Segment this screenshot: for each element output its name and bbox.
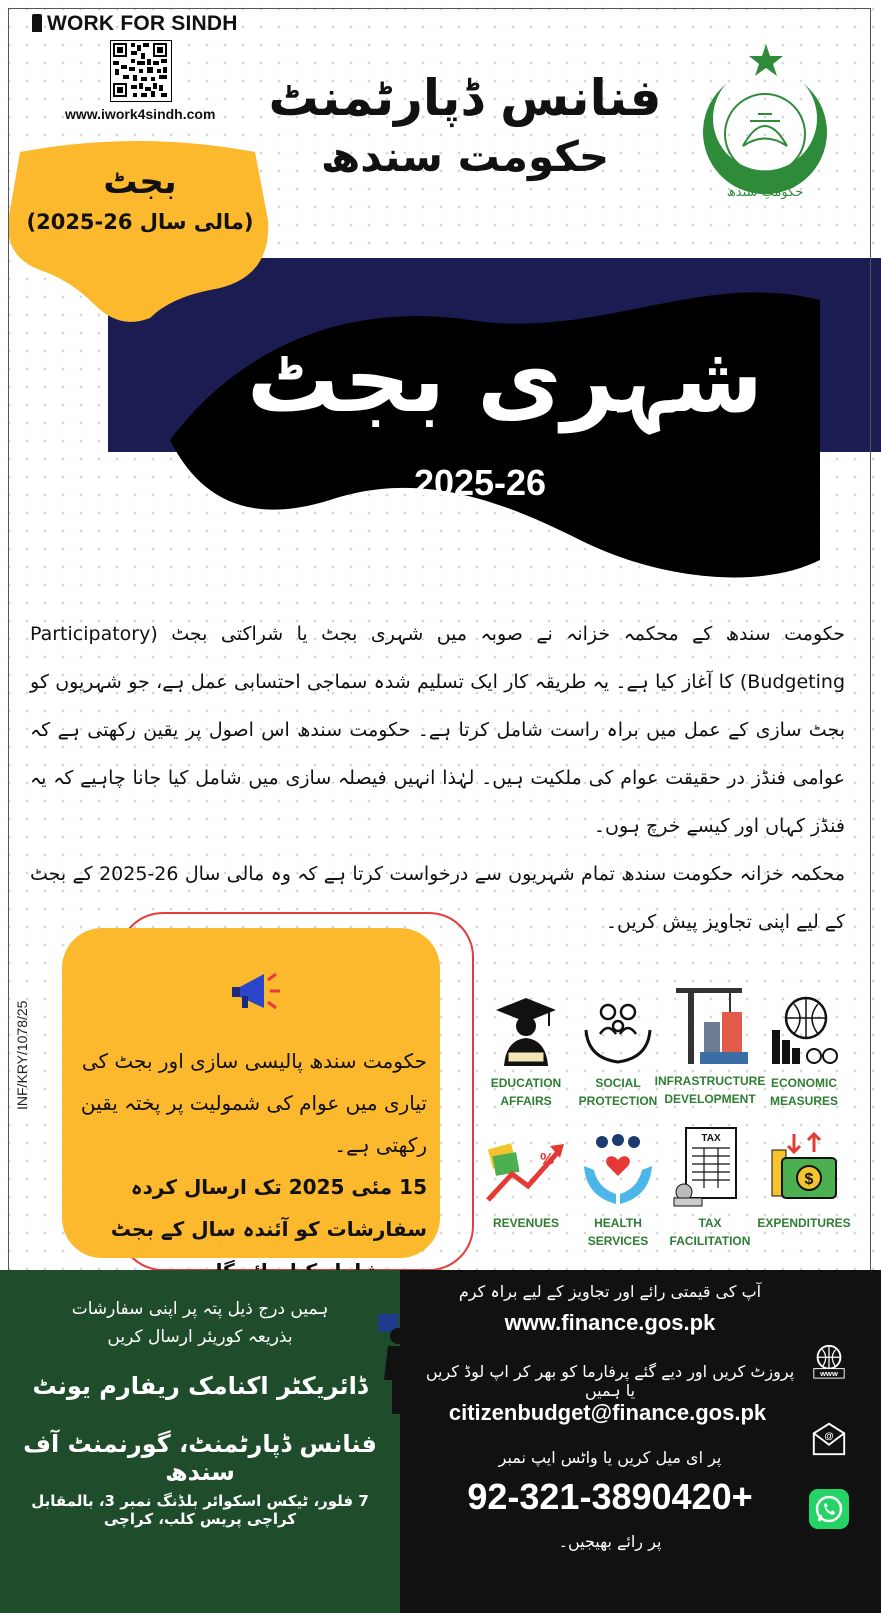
contact-panel	[400, 1270, 881, 1613]
hero-year: 2025-26	[413, 462, 547, 503]
badge-title: بجٹ	[103, 162, 177, 202]
qr-icon	[111, 41, 169, 99]
government-title: حکومت سندھ	[320, 132, 610, 181]
announcement-paragraph-1: حکومت سندھ کے محکمہ خزانہ نے صوبہ میں شہری بجٹ یا شراکتی بجٹ (Participatory Budgeting) کا آغاز کیا ہے۔ یہ طریقہ کار ایک تسلیم شدہ سماجی احتسابی عمل ہے، جو شہریوں کو بجٹ سازی کے عمل میں براہ راست شامل کرتا ہے۔ حکومت سندھ اس اصول پر یقین رکھتی ہے کہ عوامی فنڈز در حقیقت عوام کی ملکیت ہیں۔ لہٰذا انہیں فیصلہ سازی میں شامل کیا جانا چاہیے کہ یہ فنڈز کہاں اور کیسے خرچ ہوں۔	[30, 623, 845, 837]
tax-form-icon	[670, 1124, 750, 1210]
sindh-emblem-icon	[688, 36, 838, 206]
svg-text:www: www	[820, 1369, 838, 1379]
notice-line-2: 15 مئی 2025 تک ارسال کردہ سفارشات کو آئندہ سال کے بجٹ	[110, 1175, 427, 1241]
svg-text:$: $	[804, 1171, 814, 1188]
contact-email[interactable]: citizenbudget@finance.gos.pk	[448, 1400, 767, 1425]
brand-i-icon	[32, 14, 42, 32]
announcement-text	[30, 610, 845, 946]
sector-economic	[744, 990, 864, 1110]
contact-web-note: پروزٹ کریں اور دیے گئے پرفارما کو بھر کر اپ لوڈ کریں یا ہمیں	[425, 1362, 795, 1400]
post-line-5: 7 فلور، ٹیکس اسکوائر بلڈنگ نمبر 3، بالمقابل کراچی پریس کلب، کراچی	[31, 1492, 369, 1528]
sector-expenditures	[744, 1130, 864, 1232]
announcement-paragraph-2: محکمہ خزانہ حکومت سندھ تمام شہریوں سے درخواست کرتا ہے کہ وہ مالی سال 26-2025 کے بجٹ کے لیے اپنی تجاویز پیش کریں۔	[30, 863, 845, 933]
sector-label: INFRASTRUCTURE DEVELOPMENT	[654, 1074, 766, 1106]
svg-text:@: @	[824, 1431, 834, 1442]
sector-label: REVENUES	[492, 1216, 560, 1230]
megaphone-icon	[228, 960, 288, 1020]
contact-email-note: پر ای میل کریں یا واٹس ایپ نمبر	[498, 1448, 722, 1467]
sector-label: ECONOMIC MEASURES	[769, 1076, 838, 1108]
website-url-top[interactable]: www.iwork4sindh.com	[65, 106, 216, 122]
brand-logo	[32, 12, 238, 36]
svg-text:%: %	[540, 1151, 555, 1168]
sector-label: EXPENDITURES	[757, 1216, 851, 1230]
publication-code: INF/KRY/1078/25	[14, 1000, 30, 1110]
globe-chart-icon	[764, 990, 844, 1070]
notice-text	[72, 1040, 427, 1292]
post-line-2: بذریعہ کوریئر ارسال کریں	[107, 1327, 293, 1347]
contact-website[interactable]: www.finance.gos.pk	[504, 1310, 716, 1335]
hero-title: شہری بجٹ	[246, 326, 764, 433]
contact-phone[interactable]: +92-321-3890420	[467, 1476, 753, 1517]
post-line-1: ہمیں درج ذیل پتہ پر اپنی سفارشات	[71, 1299, 329, 1319]
svg-text:حکومتِ سندھ: حکومتِ سندھ	[726, 185, 804, 200]
svg-text:TAX: TAX	[701, 1133, 721, 1144]
department-title: فنانس ڈپارٹمنٹ	[268, 69, 662, 127]
post-line-4: فنانس ڈپارٹمنٹ، گورنمنٹ آف سندھ	[23, 1430, 377, 1486]
crane-building-icon	[670, 982, 750, 1068]
postal-address-panel	[0, 1270, 405, 1613]
graduate-icon	[486, 990, 566, 1070]
revenue-chart-icon	[484, 1130, 568, 1210]
qr-code	[110, 40, 172, 102]
sector-label: SOCIAL PROTECTION	[578, 1076, 658, 1108]
brand-name: WORK FOR SINDH	[47, 12, 238, 35]
contact-intro: آپ کی قیمتی رائے اور تجاویز کے لیے براہ کرم	[458, 1282, 762, 1301]
email-icon	[810, 1420, 848, 1458]
sector-label: TAX FACILITATION	[669, 1216, 751, 1248]
money-arrows-icon	[764, 1130, 844, 1210]
post-line-3: ڈائریکٹر اکنامک ریفارم یونٹ	[32, 1372, 368, 1400]
social-protection-icon	[578, 990, 658, 1070]
globe-www-icon	[810, 1342, 848, 1380]
badge-subtitle: (مالی سال 26-2025)	[26, 210, 254, 234]
sector-label: HEALTH SERVICES	[587, 1216, 649, 1248]
health-hands-icon	[578, 1130, 658, 1210]
notice-line-1: حکومت سندھ پالیسی سازی اور بجٹ کی تیاری میں عوام کی شمولیت پر پختہ یقین رکھتی ہے۔	[80, 1049, 427, 1157]
sector-label: EDUCATION AFFAIRS	[490, 1076, 562, 1108]
contact-phone-note: پر رائے بھیجیں۔	[558, 1532, 662, 1551]
whatsapp-icon	[808, 1488, 850, 1530]
